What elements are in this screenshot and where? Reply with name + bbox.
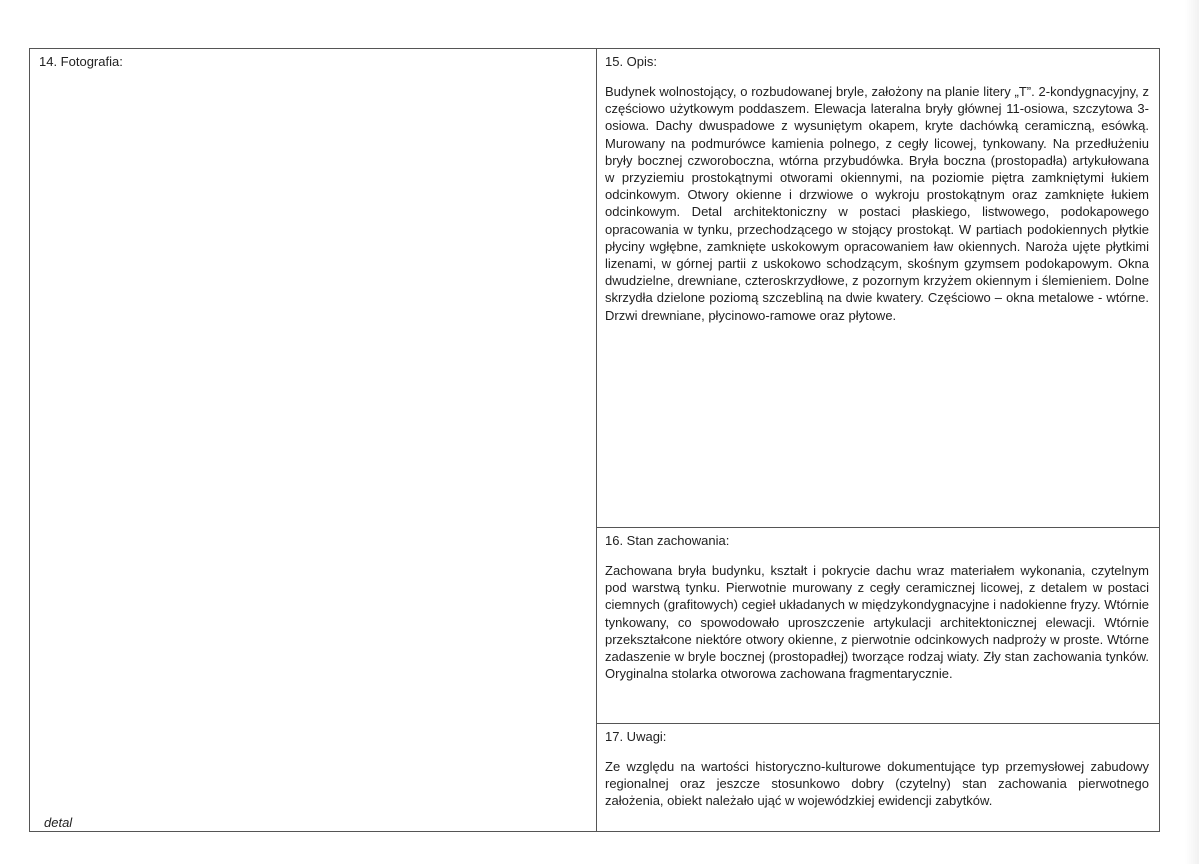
description-text: Budynek wolnostojący, o rozbudowanej bryle, założony na planie litery „T”. 2-kondygnacyjny, z częściowo użytkowym poddaszem. Elewacja lateralna bryły głównej 11-osiowa, szczytowa 3-osiowa. Dachy dwuspadowe z wysuniętym okapem, kryte dachówką ceramiczną, esówką. Murowany na podmurówce kamienia polnego, z cegły licowej, tynkowany. Na przedłużeniu bryły bocznej czworoboczna, wtórna przybudówka. Bryła boczna (prostopadła) artykułowana w przyziemiu prostokątnymi otworami okiennymi, na poziomie piętra zamkniętymi łukiem odcinkowym. Otwory okienne i drzwiowe o wykroju prostokątnym oraz zamknięte łukiem odcinkowym. Detal architektoniczny w postaci płaskiego, listwowego, podokapowego opracowania w tynku, przechodzącego w stojący prostokąt. W partiach podokiennych płytkie płyciny wgłębne, zamknięte uskokowym opracowaniem ław okiennych. Naroża ujęte płytkimi lizenami, w górnej partii z uskokowo schodzącym, skośnym gzymsem podokapowym. Okna dwudzielne, drewniane, czteroskrzydłowe, z pozornym krzyżem okiennym i ślemieniem. Dolne skrzydła dzielone poziomą szczebliną na dwie kwatery. Częściowo – okna metalowe - wtórne. Drzwi drewniane, płycinowo-ramowe oraz płytowe. bbox=[605, 84, 1149, 323]
description-column bbox=[597, 49, 1159, 831]
scan-edge bbox=[1185, 0, 1199, 864]
description-section bbox=[597, 49, 1159, 527]
condition-text: Zachowana bryła budynku, kształt i pokrycie dachu wraz materiałem wykonania, czytelnym pod warstwą tynku. Pierwotnie murowany z cegły ceramicznej licowej, z detalem w postaci ciemnych (grafitowych) cegieł układanych w międzykondygnacyjne i nadokienne fryzy. Wtórnie tynkowany, co spowodowało uproszczenie artykulacji architektonicznej elewacji. Wtórnie przekształcone niektóre otwory okienne, z pierwotnie odcinkowych nadproży w proste. Wtórne zadaszenie w bryle bocznej (prostopadłej) tworzące rodzaj wiaty. Zły stan zachowania tynków. Oryginalna stolarka otworowa zachowana fragmentarycznie. bbox=[605, 563, 1149, 682]
remarks-section bbox=[597, 723, 1159, 831]
record-card bbox=[29, 48, 1160, 832]
condition-section bbox=[597, 527, 1159, 723]
description-label: 15. Opis: bbox=[605, 54, 658, 69]
remarks-text: Ze względu na wartości historyczno-kulturowe dokumentujące typ przemysłowej zabudowy regionalnej oraz jeszcze stosunkowo dobry (czytelny) stan zachowania pierwotnego założenia, obiekt należało ująć w wojewódzkiej ewidencji zabytków. bbox=[605, 759, 1149, 809]
photo-caption: detal bbox=[44, 815, 73, 830]
photo-label: 14. Fotografia: bbox=[39, 54, 123, 69]
remarks-label: 17. Uwagi: bbox=[605, 729, 667, 744]
photo-section bbox=[30, 49, 597, 831]
condition-label: 16. Stan zachowania: bbox=[605, 533, 730, 548]
